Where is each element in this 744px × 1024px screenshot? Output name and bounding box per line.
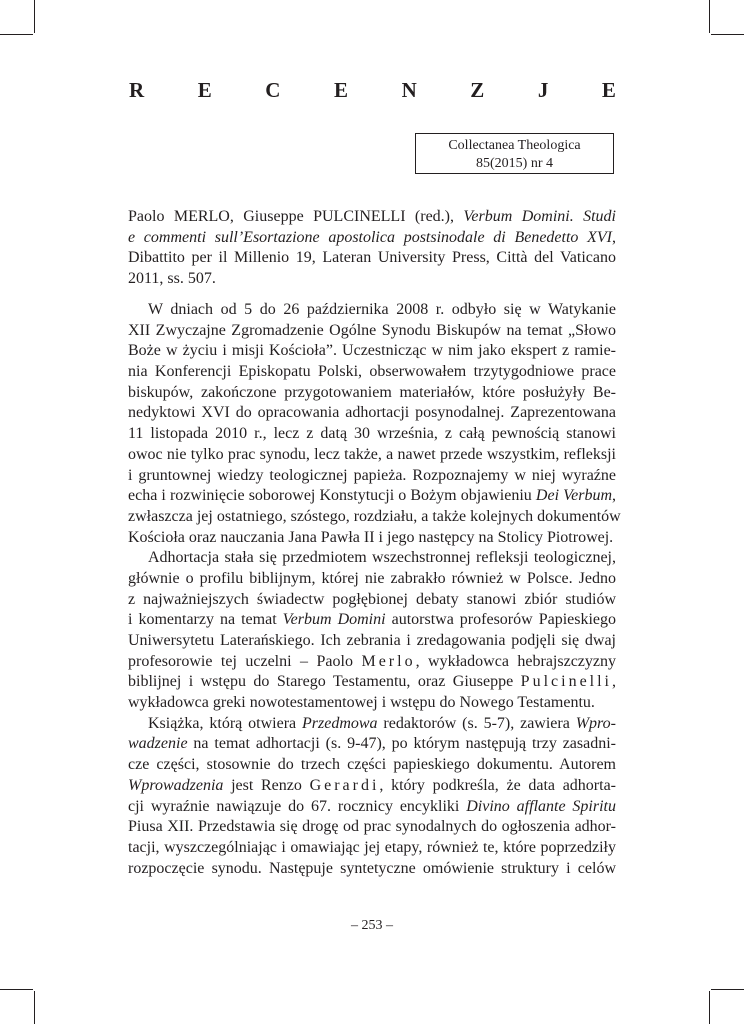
text-run: biskupów, zakończone przygotowaniem materiałów, które posłużyły Be- [128, 383, 616, 401]
heading-letter: Z [470, 78, 485, 102]
text-line [128, 228, 616, 249]
heading-letter: E [334, 78, 349, 102]
text-run: Boże w życiu i misji Kościoła”. Uczestnicząc w nim jako ekspert z ramie- [128, 342, 616, 360]
crop-mark-bottom-left [34, 991, 35, 1024]
text-line [128, 507, 621, 528]
italic-title: wadzenie [128, 735, 188, 753]
text-run: zwłaszcza jej ostatniego, szóstego, rozdziału, a także kolejnych dokumentów [128, 507, 621, 525]
crop-mark-top-right-h [711, 34, 744, 35]
text-run: W dniach od 5 do 26 października 2008 r. odbyło się w Watykanie [148, 301, 616, 318]
text-run: cze części, stosownie do trzech części papieskiego dokumentu. Autorem [128, 756, 616, 774]
text-run: jest Renzo [223, 776, 310, 794]
text-line [128, 734, 616, 755]
text-line [128, 424, 616, 445]
text-run: głównie o profilu biblijnym, której nie zabrakło również w Polsce. Jedno [128, 569, 616, 587]
bibliographic-reference [128, 207, 616, 290]
crop-mark-bottom-left-h [0, 989, 33, 990]
section-heading [129, 78, 616, 102]
text-run: , który podkreśla, że data adhorta- [379, 776, 616, 794]
italic-title: Divino afflante Spiritu [466, 797, 616, 815]
text-run: Dibattito per il Millenio 19, Lateran University Press, Città del Vaticano [128, 249, 616, 267]
heading-letter: J [537, 78, 549, 102]
text-run: nia Konferencji Episkopatu Polski, obserwowałem trzytygodniowe prace [128, 363, 616, 381]
text-line [128, 548, 616, 569]
text-line [128, 859, 616, 880]
crop-mark-bottom-right-h [711, 989, 744, 990]
text-line [128, 776, 616, 797]
text-line [128, 817, 616, 838]
text-line [128, 362, 616, 383]
text-run: , [612, 228, 616, 246]
journal-info-box [415, 133, 614, 174]
text-run: rozpoczęcie synodu. Następuje syntetyczne omówienie struktury i celów [128, 859, 616, 877]
text-run: cji wyraźnie nawiązuje do 67. rocznicy encykliki [128, 797, 467, 815]
italic-title: Verbum Domini. Studi [463, 208, 617, 225]
text-run: na temat adhortacji (s. 9-47), po którym następują trzy zasadni- [187, 735, 616, 753]
text-line [128, 528, 616, 549]
text-line [128, 269, 616, 290]
italic-title: Wprowadzenia [128, 776, 224, 794]
text-run: nedyktowi XVI do opracowania adhortacji posynodalnej. Zaprezentowana [128, 404, 616, 422]
text-run: XII Zwyczajne Zgromadzenie Ogólne Synodu Biskupów na temat „Słowo [128, 321, 616, 339]
heading-letter: N [401, 78, 417, 102]
review-body-text [128, 300, 621, 879]
crop-mark-top-left-h [0, 34, 33, 35]
journal-issue: 85(2015) nr 4 [476, 156, 553, 171]
text-run: redaktorów (s. 5-7), zawiera [377, 714, 576, 732]
italic-title: Dei Verbum [535, 487, 613, 505]
text-run: 11 listopada 2010 r., lecz z datą 30 września, z całą pewnością stanowi [128, 425, 616, 443]
text-line [128, 486, 616, 507]
text-line [128, 714, 616, 735]
author-name: Merlo [361, 652, 416, 670]
text-line [128, 590, 616, 611]
text-run: echa i rozwinięcie soborowej Konstytucji o Bożym objawieniu [128, 487, 536, 505]
text-run: i gruntownej wiedzy teologicznej papieża. Rozpoznajemy w niej wyraźne [128, 466, 616, 484]
text-line [128, 631, 616, 652]
text-run: Adhortacja stała się przedmiotem wszechstronnej refleksji teologicznej, [148, 549, 616, 567]
crop-mark-top-left [34, 0, 35, 33]
crop-mark-top-right [709, 0, 710, 33]
text-run: , [612, 487, 617, 505]
text-run: Kościoła oraz nauczania Jana Pawła II i jego następcy na Stolicy Piotrowej. [128, 528, 614, 546]
text-run: z najważniejszych świadectw pogłębionej debaty stanowi zbiór studiów [128, 590, 616, 608]
text-run: Piusa XII. Przedstawia się drogę od prac synodalnych do ogłoszenia adhor- [128, 818, 616, 836]
italic-title: Przedmowa [301, 714, 378, 732]
italic-title: Verbum Domini [282, 611, 386, 629]
text-line [128, 652, 616, 673]
journal-name: Collectanea Theologica [448, 138, 581, 153]
page-number: – 253 – [351, 918, 393, 933]
heading-letter: E [197, 78, 212, 102]
text-run: Uniwersytetu Laterańskiego. Ich zebrania i zredagowania podjęli się dwaj [128, 632, 616, 649]
text-run: profesorowie tej uczelni – Paolo [128, 652, 362, 670]
text-run: 2011, ss. 507. [128, 270, 216, 288]
text-line [128, 341, 616, 362]
text-line [128, 569, 616, 590]
text-line [128, 300, 616, 321]
text-line [128, 838, 616, 859]
text-run: , wykładowca hebrajszczyzny [415, 652, 617, 670]
text-run: owoc nie tylko prac synodu, lecz także, a nawet przede wszystkim, refleksji [128, 445, 616, 463]
text-line [128, 383, 616, 404]
text-line [128, 466, 616, 487]
crop-mark-bottom-right [709, 991, 710, 1024]
italic-title: e commenti sull’Esortazione apostolica postsinodale di Benedetto XVI [128, 228, 612, 246]
text-line [128, 755, 616, 776]
text-run: biblijnej i wstępu do Starego Testamentu, oraz Giuseppe [128, 673, 521, 691]
italic-title: Wpro- [575, 714, 616, 732]
text-run: wykładowca greki nowotestamentowej i wstępu do Nowego Testamentu. [128, 694, 595, 712]
heading-letter: C [265, 78, 281, 102]
heading-letter: E [601, 78, 616, 102]
text-run: Książka, którą otwiera [148, 714, 302, 732]
text-run: tacji, wyszczególniając i omawiając jej etapy, również te, które poprzedziły [128, 838, 616, 856]
text-line [128, 797, 616, 818]
text-line [128, 248, 616, 269]
text-run: autorstwa profesorów Papieskiego [385, 611, 617, 629]
text-line [128, 207, 616, 228]
text-line [128, 672, 616, 693]
author-name: Gerardi [309, 776, 380, 794]
text-line [128, 403, 616, 424]
text-line [128, 693, 616, 714]
text-line [128, 321, 616, 342]
text-run: i komentarzy na temat [128, 611, 283, 629]
text-line [128, 610, 616, 631]
text-run: , [612, 673, 616, 691]
heading-letter: R [129, 78, 145, 102]
text-run: Paolo MERLO, Giuseppe PULCINELLI (red.), [128, 208, 464, 225]
author-name: Pulcinelli [520, 673, 612, 691]
text-line [128, 445, 616, 466]
